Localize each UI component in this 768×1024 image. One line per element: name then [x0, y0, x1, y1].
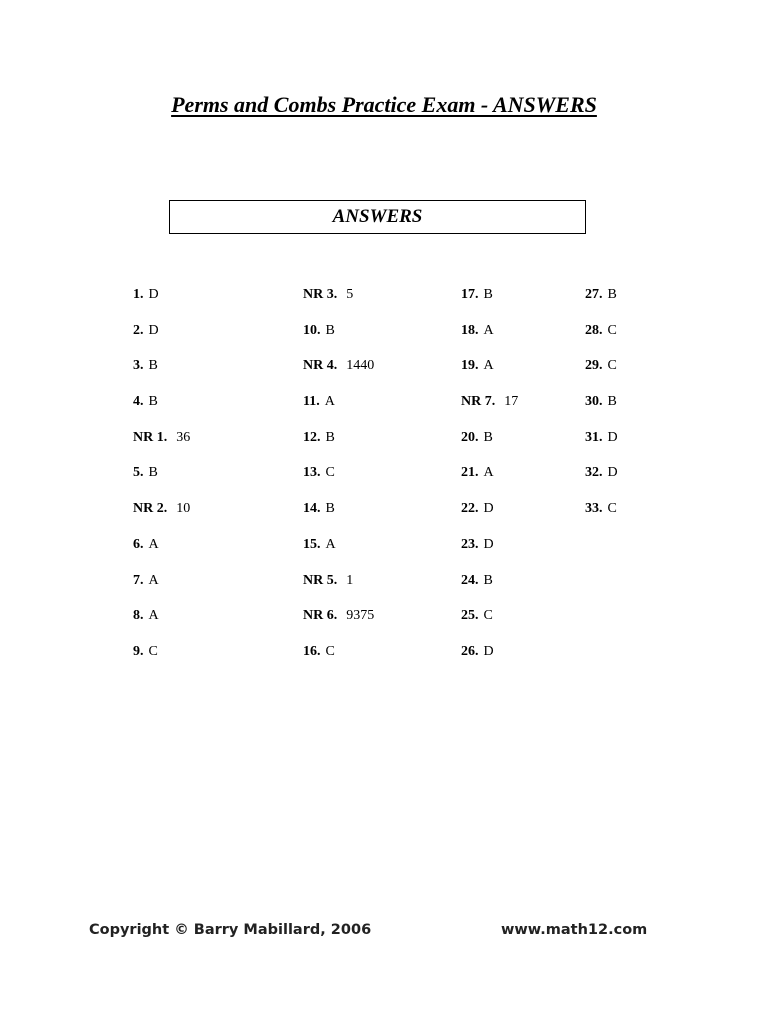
answer-row — [303, 640, 374, 676]
answer-row — [461, 497, 518, 533]
question-number: 29. — [585, 358, 603, 374]
answer-row — [133, 569, 190, 605]
question-number: NR 6. — [303, 608, 338, 624]
answer-value: B — [148, 394, 158, 410]
question-number: 14. — [303, 501, 321, 517]
answer-row — [585, 354, 618, 390]
answer-row — [461, 461, 518, 497]
question-number: 3. — [133, 358, 144, 374]
question-number: 16. — [303, 643, 321, 659]
answer-row — [133, 533, 190, 569]
question-number: NR 1. — [133, 429, 168, 445]
answer-column-4 — [585, 283, 618, 533]
answer-value: C — [325, 465, 335, 481]
website-link[interactable]: www.math12.com — [501, 922, 648, 938]
answer-row — [303, 390, 374, 426]
question-number: NR 4. — [303, 358, 338, 374]
answer-value: 36 — [176, 429, 191, 445]
answer-row — [461, 354, 518, 390]
question-number: NR 3. — [303, 287, 338, 302]
answers-heading-box — [169, 200, 586, 234]
question-number: NR 5. — [303, 572, 338, 588]
answer-row — [133, 354, 190, 390]
answer-value: D — [607, 465, 618, 481]
answer-row — [133, 497, 190, 533]
answer-row — [133, 319, 190, 355]
question-number: 26. — [461, 643, 479, 659]
question-number: 13. — [303, 465, 321, 481]
answer-row — [303, 461, 374, 497]
question-number: 7. — [133, 572, 144, 588]
answer-value: B — [148, 358, 158, 374]
question-number: 4. — [133, 394, 144, 410]
answer-row — [461, 426, 518, 462]
answer-value: 10 — [176, 501, 191, 517]
question-number: NR 7. — [461, 394, 496, 410]
answer-row — [303, 283, 374, 319]
answers-heading: ANSWERS — [332, 206, 423, 227]
question-number: 19. — [461, 358, 479, 374]
question-number: 10. — [303, 322, 321, 338]
answer-value: B — [325, 501, 335, 517]
question-number: 1. — [133, 287, 144, 302]
question-number: 22. — [461, 501, 479, 517]
question-number: 21. — [461, 465, 479, 481]
answer-row — [461, 283, 518, 319]
question-number: 5. — [133, 465, 144, 481]
answer-value: 1440 — [346, 358, 375, 374]
answer-row — [461, 604, 518, 640]
question-number: 15. — [303, 536, 321, 552]
answer-row — [461, 390, 518, 426]
answer-row — [585, 426, 618, 462]
question-number: 6. — [133, 536, 144, 552]
answer-value: D — [483, 643, 494, 659]
answer-row — [585, 461, 618, 497]
answer-row — [133, 426, 190, 462]
answer-column-2 — [303, 283, 374, 676]
answer-value: B — [325, 429, 335, 445]
question-number: 11. — [303, 394, 320, 410]
answer-row — [461, 569, 518, 605]
answer-value: B — [483, 287, 493, 302]
question-number: 18. — [461, 322, 479, 338]
answer-value: 17 — [504, 394, 519, 410]
answer-row — [585, 319, 618, 355]
answer-row — [303, 426, 374, 462]
page-title: Perms and Combs Practice Exam - ANSWERS — [171, 92, 597, 117]
answer-value: C — [607, 501, 617, 517]
answer-value: 1 — [346, 572, 354, 588]
answer-row — [133, 604, 190, 640]
answer-value: C — [148, 643, 158, 659]
answer-value: A — [483, 358, 494, 374]
question-number: 31. — [585, 429, 603, 445]
answer-value: B — [607, 394, 617, 410]
question-number: 28. — [585, 322, 603, 338]
question-number: 12. — [303, 429, 321, 445]
question-number: 32. — [585, 465, 603, 481]
answer-row — [303, 533, 374, 569]
answer-row — [133, 390, 190, 426]
question-number: 8. — [133, 608, 144, 624]
answer-row — [303, 497, 374, 533]
answer-value: C — [607, 358, 617, 374]
answer-row — [303, 604, 374, 640]
answer-column-1 — [133, 283, 190, 676]
answer-row — [303, 354, 374, 390]
answer-value: B — [325, 322, 335, 338]
answer-row — [133, 461, 190, 497]
answer-value: C — [607, 322, 617, 338]
question-number: 24. — [461, 572, 479, 588]
question-number: 23. — [461, 536, 479, 552]
answer-value: B — [607, 287, 617, 302]
answer-value: D — [483, 501, 494, 517]
answer-value: A — [483, 322, 494, 338]
answer-value: 5 — [346, 287, 354, 302]
answer-row — [585, 283, 618, 319]
answer-row — [461, 640, 518, 676]
copyright-notice: Copyright © Barry Mabillard, 2006 — [89, 922, 372, 938]
question-number: NR 2. — [133, 501, 168, 517]
answer-row — [585, 390, 618, 426]
answer-value: C — [483, 608, 493, 624]
answer-value: B — [148, 465, 158, 481]
answer-value: C — [325, 643, 335, 659]
question-number: 20. — [461, 429, 479, 445]
question-number: 25. — [461, 608, 479, 624]
answer-value: 9375 — [346, 608, 375, 624]
answer-value: D — [148, 322, 159, 338]
answer-row — [303, 569, 374, 605]
answer-row — [133, 283, 190, 319]
question-number: 2. — [133, 322, 144, 338]
answer-value: D — [148, 287, 159, 302]
answer-row — [461, 533, 518, 569]
question-number: 27. — [585, 287, 603, 302]
answer-row — [303, 319, 374, 355]
question-number: 33. — [585, 501, 603, 517]
question-number: 17. — [461, 287, 479, 302]
answer-value: D — [607, 429, 618, 445]
answer-value: A — [324, 394, 335, 410]
answer-column-3 — [461, 283, 518, 676]
answer-value: A — [483, 465, 494, 481]
answer-value: A — [148, 572, 159, 588]
answer-value: B — [483, 429, 493, 445]
answer-value: B — [483, 572, 493, 588]
answer-value: A — [148, 608, 159, 624]
answer-row — [585, 497, 618, 533]
answer-value: A — [148, 536, 159, 552]
answer-value: D — [483, 536, 494, 552]
answer-row — [133, 640, 190, 676]
answer-value: A — [325, 536, 336, 552]
question-number: 30. — [585, 394, 603, 410]
question-number: 9. — [133, 643, 144, 659]
answer-row — [461, 319, 518, 355]
